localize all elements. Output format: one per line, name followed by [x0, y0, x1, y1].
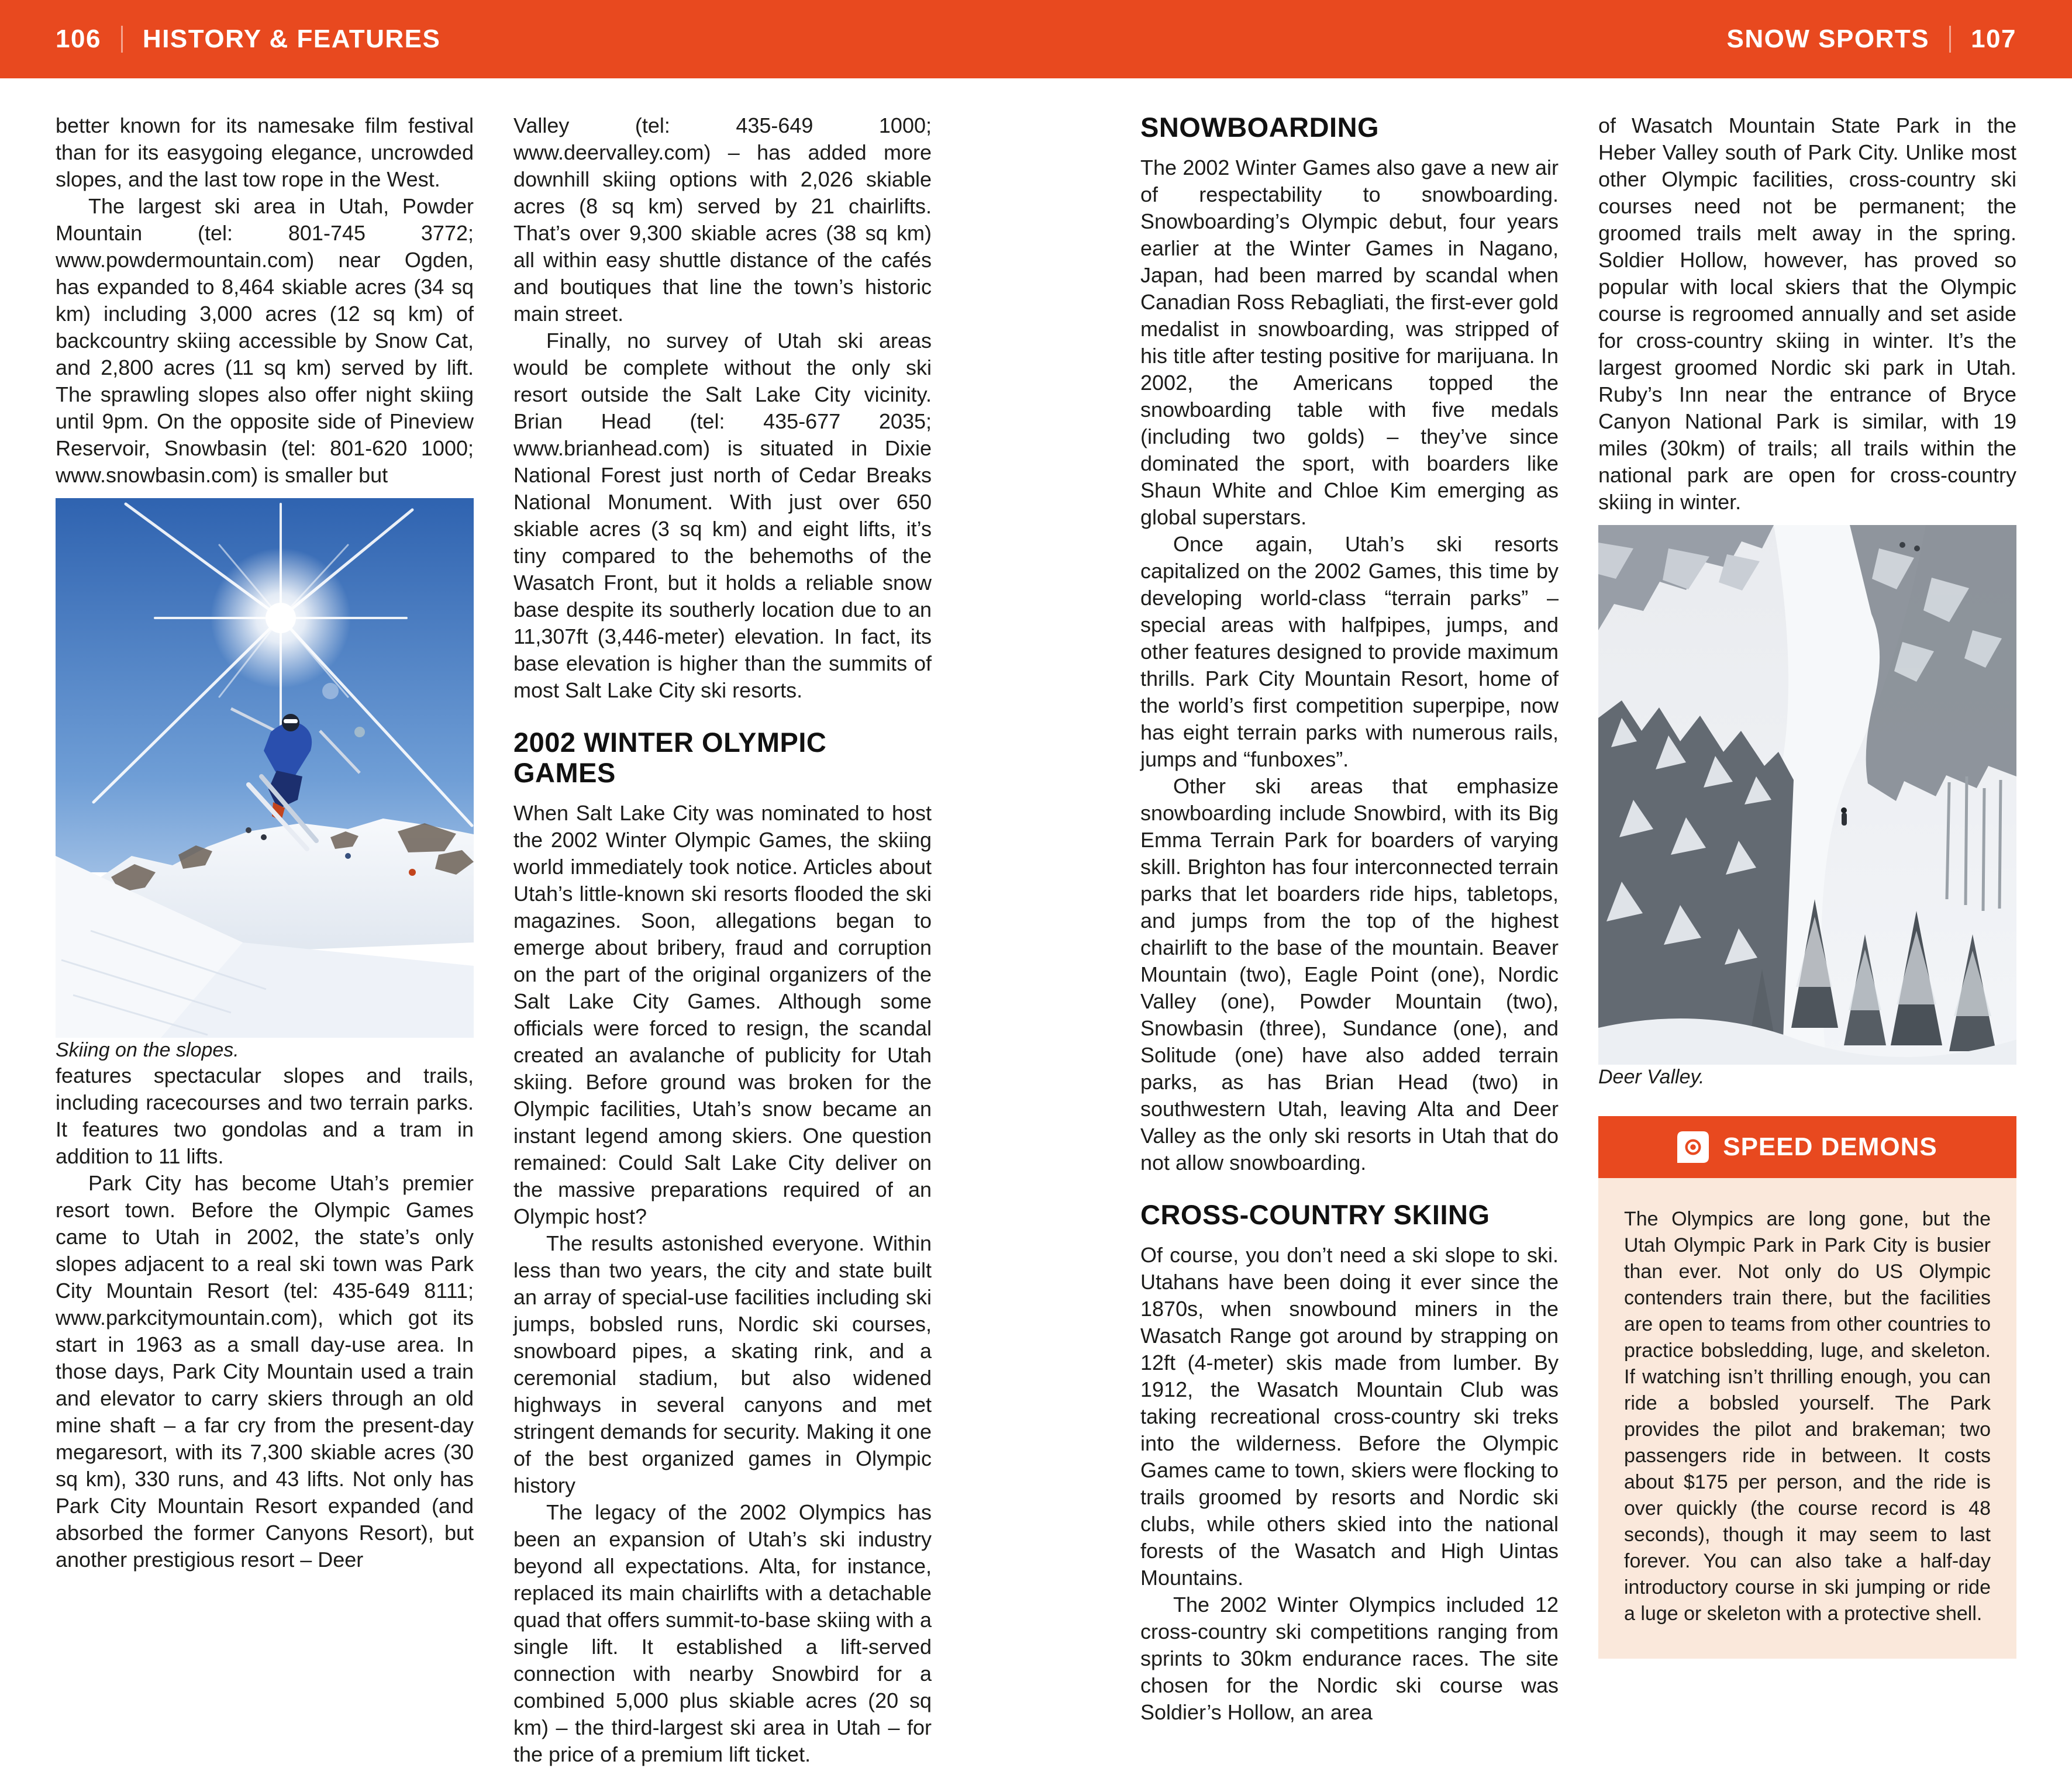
tip-box-header — [1598, 1116, 2016, 1178]
body-paragraph: Valley (tel: 435-649 1000; www.deervalley.com) – has added more downhill skiing options with 2,026 skiable acres (8 sq km) served by 21 chairlifts. That’s over 9,300 skiable acres (38 sq km) all within easy shuttle distance of the cafés and boutiques that line the town’s historic main street. — [513, 113, 932, 326]
section-heading: 2002 WINTER OLYMPIC GAMES — [513, 727, 827, 788]
body-paragraph: Of course, you don’t need a ski slope to ski. Utahans have been doing it ever since the 1870s, when snowbound miners in the Wasatch Range got around by strapping on 12ft (4-meter) skis made from lumber. By 1912, the Wasatch Mountain Club was taking recreational cross-country ski treks into the wilderness. Before the Olympic Games came to town, skiers were flocking to trails groomed by resorts and Nordic ski clubs, while others skied into the national forests of the Wasatch and High Uintas Mountains. — [1140, 1243, 1559, 1590]
left-page-number: 106 — [56, 25, 101, 53]
body-paragraph: The 2002 Winter Olympics included 12 cross-country ski competitions ranging from sprints to 30km endurance races. The site chosen for the Nordic ski course was Soldier’s Hollow, an area — [1140, 1593, 1559, 1724]
header-divider — [121, 26, 123, 53]
body-paragraph: features spectacular slopes and trails, including racecourses and two terrain parks. It features two gondolas and a tram in addition to 11 lifts. — [56, 1063, 474, 1168]
section-heading: SNOWBOARDING — [1140, 112, 1380, 143]
left-page-column-2 — [513, 112, 932, 1768]
tip-box-title: SPEED DEMONS — [1723, 1132, 1937, 1161]
body-paragraph: The 2002 Winter Games also gave a new air of respectability to snowboarding. Snowboarding’s Olympic debut, four years earlier at the Winter Games in Nagano, Japan, had been marred by scandal when Canadian Ross Rebagliati, the first-ever gold medalist in snowboarding, was stripped of his title after testing positive for marijuana. In 2002, the Americans topped the snowboarding table with five medals (including two golds) – they’ve since dominated the sport, with boarders like Shaun White and Chloe Kim emerging as global superstars. — [1140, 156, 1559, 529]
photo-caption: Deer Valley. — [1598, 1066, 1705, 1088]
left-section-title: HISTORY & FEATURES — [142, 25, 441, 53]
right-section-title: SNOW SPORTS — [1726, 25, 1930, 53]
tip-box-body: The Olympics are long gone, but the Utah Olympic Park in Park City is busier than ever. Not only do US Olympic contenders train there, but the facilities are open to teams from other countries to practice bobsledding, luge, and skeleton. If watching isn’t thrilling enough, you can ride a bobsled yourself. The Park provides the pilot and brakeman; two passengers ride in between. It costs about $175 per person, and the ride is over quickly (the course record is 48 seconds), though it may seem to last forever. You can also take a half-day introductory course in ski jumping or ride a luge or skeleton with a protective shell. — [1598, 1178, 2016, 1659]
right-page-column-2 — [1598, 112, 2016, 1659]
deer-valley-photo — [1598, 525, 2016, 1065]
body-paragraph: of Wasatch Mountain State Park in the Heber Valley south of Park City. Unlike most other Olympic facilities, cross-country ski courses need not be permanent; the groomed trails melt away in the spring. Soldier Hollow, however, has proved so popular with local skiers that the Olympic course is regroomed annually and set aside for cross-country skiing in winter. It’s the largest groomed Nordic ski park in Utah. Ruby’s Inn near the entrance of Bryce Canyon National Park is similar, with 19 miles (30km) of trails; all trails within the national park are open for cross-country skiing in winter. — [1598, 113, 2016, 514]
right-page-number: 107 — [1971, 25, 2016, 53]
body-paragraph: Other ski areas that emphasize snowboarding include Snowbird, with its Big Emma Terrain Park for boarders of varying skill. Brighton has four interconnected terrain parks that let boarders ride hips, tabletops, and jumps from the top of the highest chairlift to the base of the mountain. Beaver Mountain (two), Eagle Point (one), Nordic Valley (one), Powder Mountain (two), Snowbasin (three), Sundance (one), and Solitude (one) have also added terrain parks, as has Brian Head (two) in southwestern Utah, leaving Alta and Deer Valley as the only ski resorts in Utah that do not allow snowboarding. — [1140, 774, 1559, 1175]
body-paragraph: The largest ski area in Utah, Powder Mountain (tel: 801-745 3772; www.powdermountain.com) near Ogden, has expanded to 8,464 skiable acres (34 sq km) including 3,000 acres (12 sq km) of backcountry skiing accessible by Snow Cat, and 2,800 acres (11 sq km) served by lift. The sprawling slopes also offer night skiing until 9pm. On the opposite side of Pineview Reservoir, Snowbasin (tel: 801-620 1000; www.snowbasin.com) is smaller but — [56, 194, 474, 487]
right-page-column-1 — [1140, 112, 1559, 1726]
body-paragraph: better known for its namesake film festival than for its easygoing elegance, uncrowded slopes, and the last tow rope in the West. — [56, 113, 474, 191]
page-header-bar — [0, 0, 2072, 78]
photo-caption: Skiing on the slopes. — [56, 1039, 239, 1061]
tip-icon — [1677, 1131, 1709, 1163]
left-page-column-1 — [56, 112, 474, 1573]
body-paragraph: The results astonished everyone. Within less than two years, the city and state built an array of special-use facilities including ski jumps, bobsled runs, Nordic ski courses, snowboard pipes, a skating rink, and a ceremonial stadium, but also widened highways in several canyons and met stringent demands for security. Making it one of the best organized games in Olympic history — [513, 1231, 932, 1497]
body-paragraph: Finally, no survey of Utah ski areas would be complete without the only ski resort outside the Salt Lake City vicinity. Brian Head (tel: 435-677 2035; www.brianhead.com) is situated in Dixie National Forest just north of Cedar Breaks National Monument. With just over 650 skiable acres (3 sq km) and eight lifts, it’s tiny compared to the behemoths of the Wasatch Front, but it holds a reliable snow base despite its southerly location due to an 11,307ft (3,446-meter) elevation. In fact, its base elevation is higher than the summits of most Salt Lake City ski resorts. — [513, 329, 932, 702]
right-running-head — [1727, 25, 2016, 54]
skier-photo — [56, 498, 474, 1038]
section-heading: CROSS-COUNTRY SKIING — [1140, 1199, 1490, 1230]
speed-demons-tip-box — [1598, 1116, 2016, 1659]
left-running-head — [56, 25, 440, 54]
body-paragraph: When Salt Lake City was nominated to host the 2002 Winter Olympic Games, the skiing world immediately took notice. Articles about Utah’s little-known ski resorts flooded the ski magazines. Soon, allegations began to emerge about bribery, fraud and corruption on the part of the original organizers of the Salt Lake City Games. Although some officials were forced to resign, the scandal created an avalanche of publicity for Utah skiing. Before ground was broken for the Olympic facilities, Utah’s snow became an instant legend among skiers. One question remained: Could Salt Lake City deliver on the massive preparations required of an Olympic host? — [513, 801, 932, 1228]
body-paragraph: The legacy of the 2002 Olympics has been an expansion of Utah’s ski industry beyond all expectations. Alta, for instance, replaced its main chairlifts with a detachable quad that offers summit-to-base skiing with a single lift. It established a lift-served connection with nearby Snowbird for a combined 5,000 plus skiable acres (20 sq km) – the third-largest ski area in Utah – for the price of a premium lift ticket. — [513, 1500, 932, 1766]
header-divider — [1949, 26, 1951, 53]
body-paragraph: Once again, Utah’s ski resorts capitalized on the 2002 Games, this time by developing world-class “terrain parks” – special areas with halfpipes, jumps, and other features designed to provide maximum thrills. Park City Mountain Resort, home of the world’s first competition superpipe, now has eight terrain parks with numerous rails, jumps and “funboxes”. — [1140, 532, 1559, 771]
body-paragraph: Park City has become Utah’s premier resort town. Before the Olympic Games came to Utah in 2002, the state’s only slopes adjacent to a real ski town was Park City Mountain Resort (tel: 435-649 8111; www.parkcitymountain.com), which got its start in 1963 as a small day-use area. In those days, Park City Mountain used a train and elevator to carry skiers through an old mine shaft – a far cry from the present-day megaresort, with its 7,300 skiable acres (30 sq km), 330 runs, and 43 lifts. Not only has Park City Mountain Resort expanded (and absorbed the former Canyons Resort), but another prestigious resort – Deer — [56, 1171, 474, 1572]
